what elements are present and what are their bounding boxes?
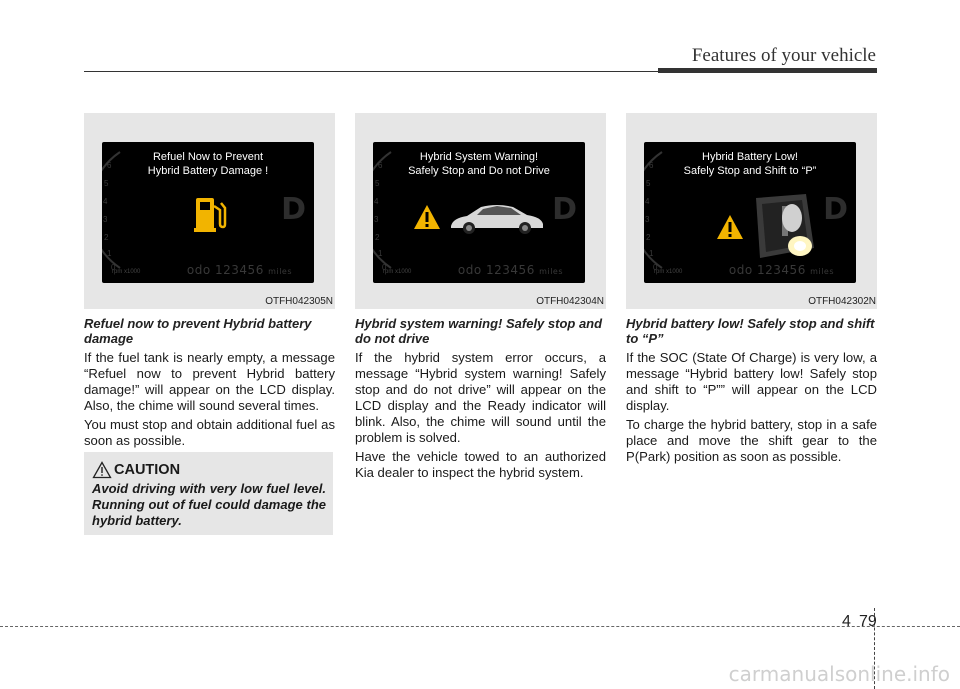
odometer xyxy=(458,263,563,277)
section-subtitle: Refuel now to prevent Hybrid battery damage xyxy=(84,316,312,346)
lcd-message-line1: Hybrid Battery Low! xyxy=(702,151,798,163)
warning-triangle-icon xyxy=(716,214,744,240)
figure-panel-system-warning xyxy=(355,113,606,309)
gear-indicator: D xyxy=(552,192,577,227)
page-number: 79 xyxy=(859,613,877,630)
column-refuel xyxy=(84,316,335,452)
car-icon xyxy=(447,198,547,238)
section-subtitle: Hybrid battery low! Safely stop and shift to “P” xyxy=(626,316,875,346)
figure-panel-refuel xyxy=(84,113,335,309)
paragraph: To charge the hybrid battery, stop in a safe place and move the shift gear to the P(Park) position as soon as possible. xyxy=(626,417,877,464)
svg-text:4: 4 xyxy=(103,197,108,206)
paragraph: If the fuel tank is nearly empty, a message “Refuel now to prevent Hybrid battery damage!” will appear on the LCD display. Also, the chime will sound several times. xyxy=(84,350,335,413)
svg-text:5: 5 xyxy=(646,179,651,188)
figure-code: OTFH042304N xyxy=(536,296,604,307)
lcd-message-line1: Hybrid System Warning! xyxy=(419,151,539,163)
svg-text:1: 1 xyxy=(378,249,383,258)
gear-indicator: D xyxy=(823,192,848,227)
paragraph: Have the vehicle towed to an authorized Kia dealer to inspect the hybrid system. xyxy=(355,449,606,480)
svg-text:0: 0 xyxy=(382,263,387,272)
caution-triangle-icon xyxy=(92,461,112,479)
svg-text:6: 6 xyxy=(107,161,112,170)
caution-title: CAUTION xyxy=(114,462,181,478)
paragraph: If the SOC (State Of Charge) is very low, a message “Hybrid battery low! Safely stop and shift to “P”” will appear on the LCD display. xyxy=(626,350,877,413)
header-rule xyxy=(84,71,658,72)
lcd-display xyxy=(102,142,314,283)
svg-text:4: 4 xyxy=(645,197,650,206)
page-header-title: Features of your vehicle xyxy=(691,45,876,66)
lcd-message-line2: Safely Stop and Shift to “P” xyxy=(683,165,817,177)
lcd-message-line1: Refuel Now to Prevent xyxy=(152,151,264,163)
odometer xyxy=(729,263,834,277)
paragraph: You must stop and obtain additional fuel as soon as possible. xyxy=(84,417,335,448)
odometer-value: odo 123456 xyxy=(728,263,806,277)
odometer-unit: miles xyxy=(539,267,563,276)
odometer-value: odo 123456 xyxy=(457,263,535,277)
lcd-message-line2: Hybrid Battery Damage ! xyxy=(147,165,269,177)
odometer-unit: miles xyxy=(810,267,834,276)
caution-box xyxy=(84,452,333,535)
svg-text:5: 5 xyxy=(375,179,380,188)
column-battery-low xyxy=(626,316,877,468)
column-system-warning xyxy=(355,316,606,484)
odometer xyxy=(187,263,292,277)
svg-text:2: 2 xyxy=(104,233,109,242)
fuel-pump-icon xyxy=(192,194,228,234)
svg-text:3: 3 xyxy=(103,215,108,224)
odometer-unit: miles xyxy=(268,267,292,276)
section-subtitle: Hybrid system warning! Safely stop and do not drive xyxy=(355,316,603,346)
figure-panel-battery-low xyxy=(626,113,877,309)
rpm-label: rpm x1000 xyxy=(383,269,412,275)
lcd-message xyxy=(102,150,314,178)
lcd-message xyxy=(373,150,585,178)
svg-text:4: 4 xyxy=(374,197,379,206)
warning-triangle-icon xyxy=(413,204,441,230)
svg-text:1: 1 xyxy=(107,249,112,258)
lcd-message-line2: Safely Stop and Do not Drive xyxy=(408,165,550,177)
svg-text:3: 3 xyxy=(374,215,379,224)
svg-text:2: 2 xyxy=(375,233,380,242)
rpm-label: rpm x1000 xyxy=(654,269,683,275)
section-number: 4 xyxy=(842,613,851,630)
caution-text: Avoid driving with very low fuel level. Running out of fuel could damage the hybrid battery. xyxy=(92,481,326,528)
lcd-message xyxy=(644,150,856,178)
svg-text:6: 6 xyxy=(378,161,383,170)
lcd-display xyxy=(644,142,856,283)
svg-text:2: 2 xyxy=(646,233,651,242)
watermark: carmanualsonline.info xyxy=(728,662,950,686)
footer-rule xyxy=(0,626,960,627)
svg-text:0: 0 xyxy=(111,263,116,272)
svg-text:1: 1 xyxy=(649,249,654,258)
rpm-label: rpm x1000 xyxy=(112,269,141,275)
svg-text:0: 0 xyxy=(653,263,658,272)
gear-indicator: D xyxy=(281,192,306,227)
figure-code: OTFH042305N xyxy=(265,296,333,307)
odometer-value: odo 123456 xyxy=(186,263,264,277)
svg-text:6: 6 xyxy=(649,161,654,170)
header-bar xyxy=(658,68,877,73)
svg-text:5: 5 xyxy=(104,179,109,188)
svg-text:3: 3 xyxy=(645,215,650,224)
lcd-display xyxy=(373,142,585,283)
paragraph: If the hybrid system error occurs, a message “Hybrid system warning! Safely stop and do not drive” will appear on the LCD display and the Ready indicator will blink. Also, the chime will sound until the problem is solved. xyxy=(355,350,606,445)
figure-code: OTFH042302N xyxy=(808,296,876,307)
shift-lever-icon xyxy=(748,188,818,264)
